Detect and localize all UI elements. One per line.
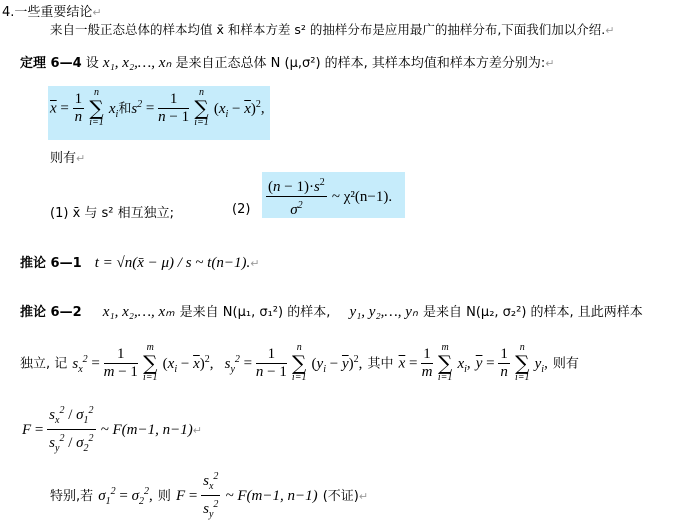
sample-variances-line: 独立, 记 $s_x^2$ = $\frac{1}{m - 1}$ m ∑ i=1 $(x_i - \overline{x})^2$, $s_y^2$ = $\frac{1}{n - 1}$ n ∑ i=1 $(y_i - \overline{y})^2$, 其中 $\overline{x}$ = $\frac{1}{m}$ m ∑ i=1 $x_i$, $\overline{y}$ = $\frac{1}{n}$ n ∑ i=1 $y_i$, 则有 (20, 342, 579, 383)
f-statistic-formula: F = $\frac{s_x^2 / \sigma_1^2}{s_y^2 / \sigma_2^2}$ ~ F(m−1, n−1)↵ (22, 402, 202, 457)
corollary-6-1: 推论 6—1 t = √n(x̄ − μ) / s ~ t(n−1).↵ (20, 255, 260, 271)
theorem-line: 定理 6—4 设 x₁, x₂,…, xₙ 是来自正态总体 N (μ,σ²) 的样本, 其样本均值和样本方差分别为:↵ (20, 55, 555, 71)
item-2-number: (2) (232, 202, 251, 217)
corollary-6-2-label: 推论 6—2 (20, 305, 82, 320)
corollary-6-1-label: 推论 6—1 (20, 256, 82, 271)
item-1: (1) x̄ 与 s² 相互独立; (50, 206, 175, 221)
then-text: 则有↵ (50, 151, 86, 166)
mean-variance-formula: $\overline{x}$ = $\frac{1}{n}$ n ∑ i=1 $x_i$和$s^2$ = $\frac{1}{n - 1}$ n ∑ i=1 $(x_i - \overline{x})^2$, (50, 87, 265, 128)
intro-paragraph: 来自一般正态总体的样本均值 x̄ 和样本方差 s² 的抽样分布是应用最广的抽样分布,下面我们加以介绍.↵ (50, 22, 615, 37)
theorem-samples: x₁, x₂,…, xₙ (102, 55, 172, 71)
theorem-label: 定理 6—4 (20, 56, 82, 71)
corollary-6-2: 推论 6—2 x₁, x₂,…, xₘ 是来自 N(μ₁, σ₁²) 的样本, y₁, y₂,…, yₙ 是来自 N(μ₂, σ₂²) 的样本, 且此两样本 (20, 304, 643, 320)
section-title: 4.一些重要结论↵ (2, 5, 102, 20)
chi-square-formula: $\frac{(n - 1)\cdot s^2}{\sigma^2}$ ~ χ²(n−1). (266, 174, 392, 219)
special-case-line: 特别,若 $\sigma_1^2 = \sigma_2^2$, 则 F = $\frac{s_x^2}{s_y^2}$ ~ F(m−1, n−1) (不证)↵ (50, 468, 368, 523)
